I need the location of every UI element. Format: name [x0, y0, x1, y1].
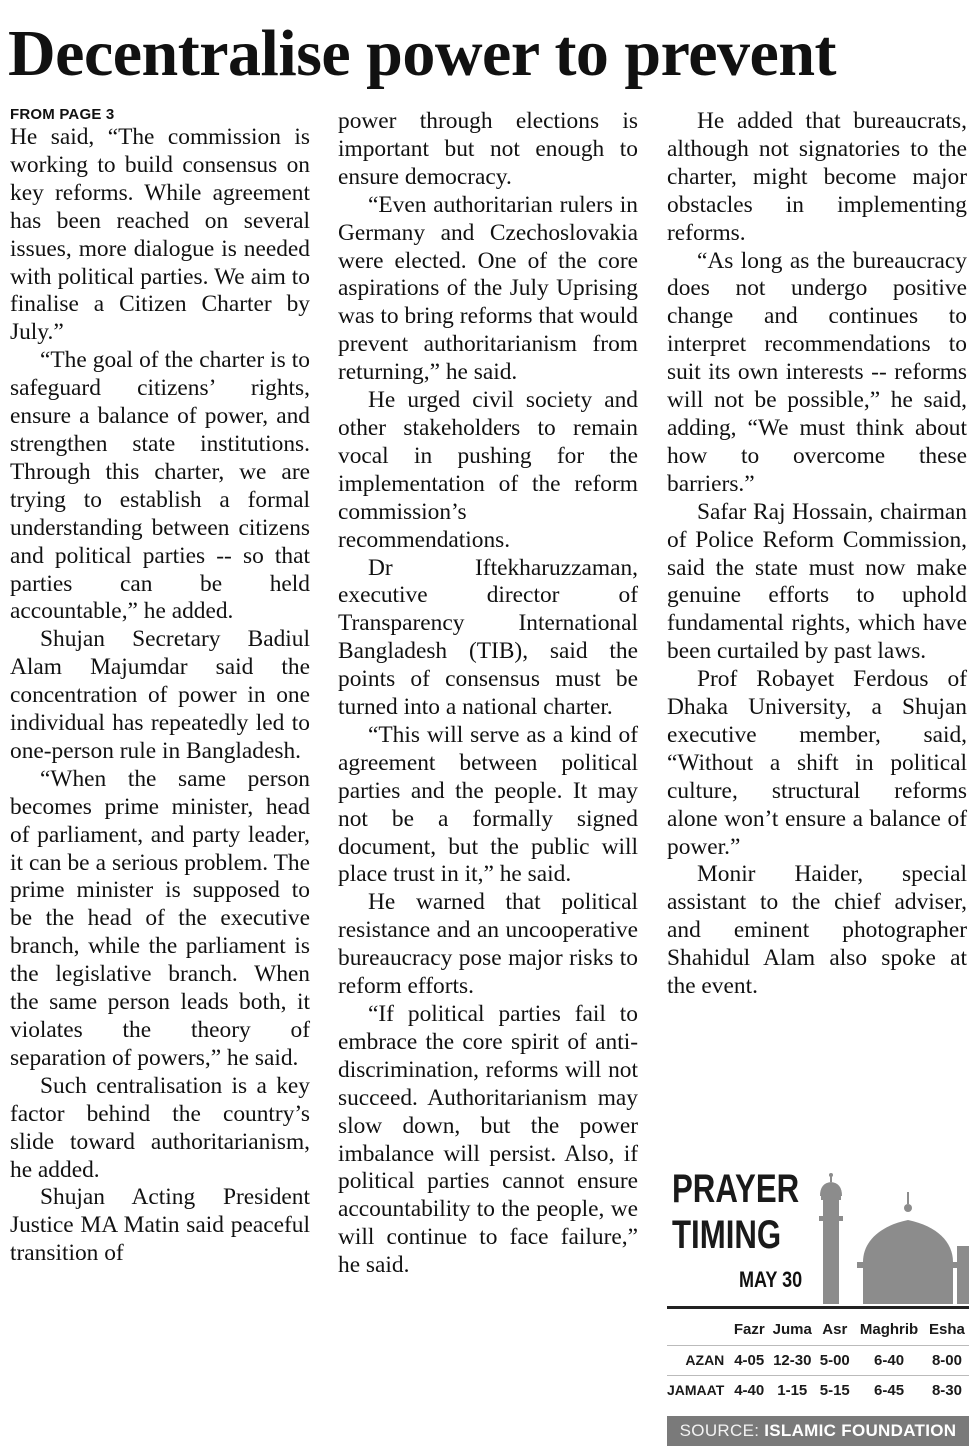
paragraph: Monir Haider, special assistant to the chief adviser, and eminent photographer Shahidul Alam also spoke at the event.: [667, 861, 967, 1000]
column-header-maghrib: Maghrib: [859, 1321, 919, 1339]
column-header-asr: Asr: [822, 1321, 848, 1339]
table-cell: 8-30: [925, 1375, 969, 1405]
article-column-2: [338, 108, 638, 1280]
paragraph: power through elections is important but not enough to ensure democracy.: [338, 108, 638, 190]
source-label: SOURCE:: [679, 1421, 765, 1440]
table-cell: 4-05: [730, 1345, 768, 1375]
paragraph: Prof Robayet Ferdous of Dhaka University, a Shujan executive member, said, “Without a shift in political culture, structural reforms alone won’t ensure a balance of power.”: [667, 666, 967, 860]
prayer-divider: [667, 1306, 969, 1309]
paragraph: He said, “The commission is working to build consensus on key reforms. While agreement has been reached on several issues, more dialogue is needed with political parties. We aim to finalise a Citizen Charter by July.”: [10, 124, 310, 346]
paragraph: He urged civil society and other stakeholders to remain vocal in pushing for the implementation of the reform commission’s recommendations.: [338, 387, 638, 553]
prayer-title-line-2: TIMING: [672, 1213, 782, 1257]
article-column-1: [10, 106, 310, 1268]
prayer-date: MAY 30: [739, 1267, 803, 1292]
table-cell: 6-40: [853, 1345, 925, 1375]
source-credit-bar: [667, 1416, 969, 1446]
prayer-timing-box: [667, 1164, 969, 1446]
paragraph: Shujan Acting President Justice MA Matin said peaceful transition of: [10, 1184, 310, 1267]
paragraph: Dr Iftekharuzzaman, executive director of Transparency International Bangladesh (TIB), said the points of consensus must be turned into a national charter.: [338, 554, 638, 721]
table-cell: 4-40: [730, 1375, 768, 1405]
source-name: ISLAMIC FOUNDATION: [764, 1421, 957, 1440]
paragraph: “If political parties fail to embrace the core spirit of anti-discrimination, reforms will not succeed. Authoritarianism may slow down, but the power imbalance will persist. Also, if political parties cannot ensure accountability to the people, we will continue to face failure,” he said.: [338, 1001, 638, 1279]
table-row-azan: [667, 1345, 969, 1375]
table-cell: 5-15: [816, 1375, 853, 1405]
article-column-3: [667, 108, 967, 1001]
row-label: AZAN: [667, 1345, 730, 1375]
prayer-times-table: [667, 1315, 969, 1405]
paragraph: “This will serve as a kind of agreement between political parties and the people. It may not be a formally signed document, but the public will place trust in it,” he said.: [338, 721, 638, 888]
paragraph: Safar Raj Hossain, chairman of Police Reform Commission, said the state must now make genuine efforts to uphold fundamental rights, which have been curtailed by past laws.: [667, 498, 967, 665]
table-cell: 12-30: [768, 1345, 816, 1375]
column-header-juma: Juma: [772, 1321, 812, 1339]
row-label: JAMAAT: [667, 1375, 730, 1405]
paragraph: “As long as the bureaucracy does not undergo positive change and continues to interpret recommendations to suit its own interests -- reforms will not be possible,” he said, adding, “We must think about how to overcome these barriers.”: [667, 247, 967, 497]
table-cell: 5-00: [816, 1345, 853, 1375]
table-row-jamaat: [667, 1375, 969, 1405]
table-cell: 8-00: [925, 1345, 969, 1375]
mosque-icon: [817, 1170, 969, 1304]
paragraph: Shujan Secretary Badiul Alam Majumdar said the concentration of power in one individual has repeatedly led to one-person rule in Bangladesh.: [10, 626, 310, 764]
continued-from-kicker: FROM PAGE 3: [10, 106, 115, 123]
paragraph: He warned that political resistance and an uncooperative bureaucracy pose major risks to reform efforts.: [338, 889, 638, 1000]
paragraph: “When the same person becomes prime minister, head of parliament, and party leader, it can be a serious problem. The prime minister is supposed to be the head of the executive branch, while the parliament is the legislative branch. When the same person leads both, it violates the theory of separation of powers,” he said.: [10, 765, 310, 1071]
prayer-title-line-1: PRAYER: [672, 1167, 800, 1211]
table-corner: [667, 1315, 730, 1345]
prayer-timing-title: [672, 1166, 799, 1258]
column-header-esha: Esha: [929, 1321, 965, 1339]
paragraph: Such centralisation is a key factor behind the country’s slide toward authoritarianism, he added.: [10, 1072, 310, 1183]
column-header-fazr: Fazr: [733, 1321, 765, 1339]
paragraph: “Even authoritarian rulers in Germany and Czechoslovakia were elected. One of the core aspirations of the July Uprising was to bring reforms that would prevent authoritarianism from returning,” he said.: [338, 191, 638, 386]
table-cell: 6-45: [853, 1375, 925, 1405]
table-cell: 1-15: [768, 1375, 816, 1405]
paragraph: He added that bureaucrats, although not signatories to the charter, might become major obstacles in implementing reforms.: [667, 108, 967, 246]
headline: Decentralise power to prevent: [8, 17, 836, 90]
paragraph: “The goal of the charter is to safeguard citizens’ rights, ensure a balance of power, and strengthen state institutions. Through this charter, we are trying to establish a formal understanding between citizens and political parties -- so that parties can be held accountable,” he added.: [10, 347, 310, 625]
